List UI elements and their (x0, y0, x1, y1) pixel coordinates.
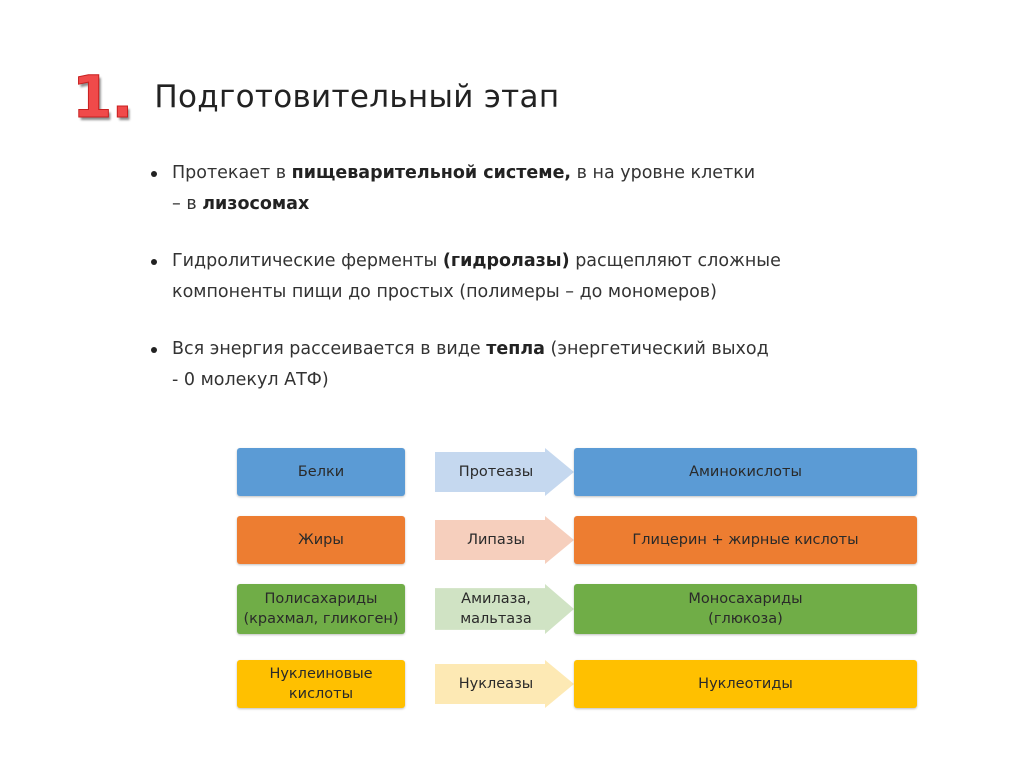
product-cell (574, 448, 917, 496)
cell-text-line: Глицерин + жирные кислоты (632, 532, 859, 548)
cell-text-line: Белки (297, 464, 345, 480)
cell-text-line: Жиры (298, 532, 344, 548)
cell-text-line: (крахмал, гликоген) (243, 611, 399, 627)
text-segment: в на уровне клетки (571, 163, 756, 183)
text-segment: Гидролитические ферменты (172, 251, 443, 271)
cell-text-line: Моносахариды (688, 591, 803, 607)
cell-text-line: Амилаза, (461, 591, 531, 607)
substrate-cell (237, 448, 405, 496)
bold-text: тепла (486, 339, 545, 359)
cell-text-line: Аминокислоты (689, 464, 802, 480)
enzyme-label (435, 584, 557, 634)
text-segment: Протекает в (172, 163, 292, 183)
substrate-cell (237, 516, 405, 564)
text-segment: компоненты пищи до простых (полимеры – до мономеров) (172, 282, 717, 302)
text-segment: - 0 молекул АТФ) (172, 370, 329, 390)
enzyme-arrow (435, 660, 574, 708)
bold-text: лизосомах (202, 194, 310, 214)
substrate-cell (237, 660, 405, 708)
cell-text-line: мальтаза (460, 611, 532, 627)
product-cell (574, 584, 917, 634)
enzyme-arrow (435, 584, 574, 634)
product-cell (574, 516, 917, 564)
enzyme-label (435, 516, 557, 564)
hydrolysis-table (237, 448, 917, 728)
cell-text-line: Нуклеиновые кислоты (269, 666, 373, 702)
slide-header (72, 62, 559, 132)
cell-text-line: Нуклеотиды (698, 676, 793, 692)
cell-text-line: Протеазы (458, 464, 534, 480)
cell-text-line: (глюкоза) (708, 611, 783, 627)
page-title: Подготовительный этап (154, 79, 560, 115)
enzyme-label (435, 448, 557, 496)
cell-text-line: Полисахариды (264, 591, 378, 607)
enzyme-arrow (435, 516, 574, 564)
text-segment: (энергетический выход (544, 339, 769, 359)
table-row-polysaccharides (237, 584, 917, 634)
cell-text-line: Липазы (467, 532, 525, 548)
bold-text: пищеварительной системе, (291, 163, 572, 183)
cell-text-line: Нуклеазы (458, 676, 534, 692)
table-row-fats (237, 516, 917, 564)
table-row-proteins (237, 448, 917, 496)
substrate-cell (237, 584, 405, 634)
bullet-item-heat-energy (148, 334, 908, 396)
text-segment: расщепляют сложные (569, 251, 781, 271)
enzyme-arrow (435, 448, 574, 496)
text-segment: Вся энергия рассеивается в виде (172, 339, 487, 359)
bold-text: (гидролазы) (442, 251, 570, 271)
bullet-list (148, 158, 908, 422)
product-cell (574, 660, 917, 708)
enzyme-label (435, 660, 557, 708)
bullet-item-digestive-system (148, 158, 908, 220)
table-row-nucleic-acids (237, 660, 917, 708)
step-number: 1. (72, 63, 133, 131)
bullet-item-hydrolases (148, 246, 908, 308)
text-segment: – в (172, 194, 203, 214)
